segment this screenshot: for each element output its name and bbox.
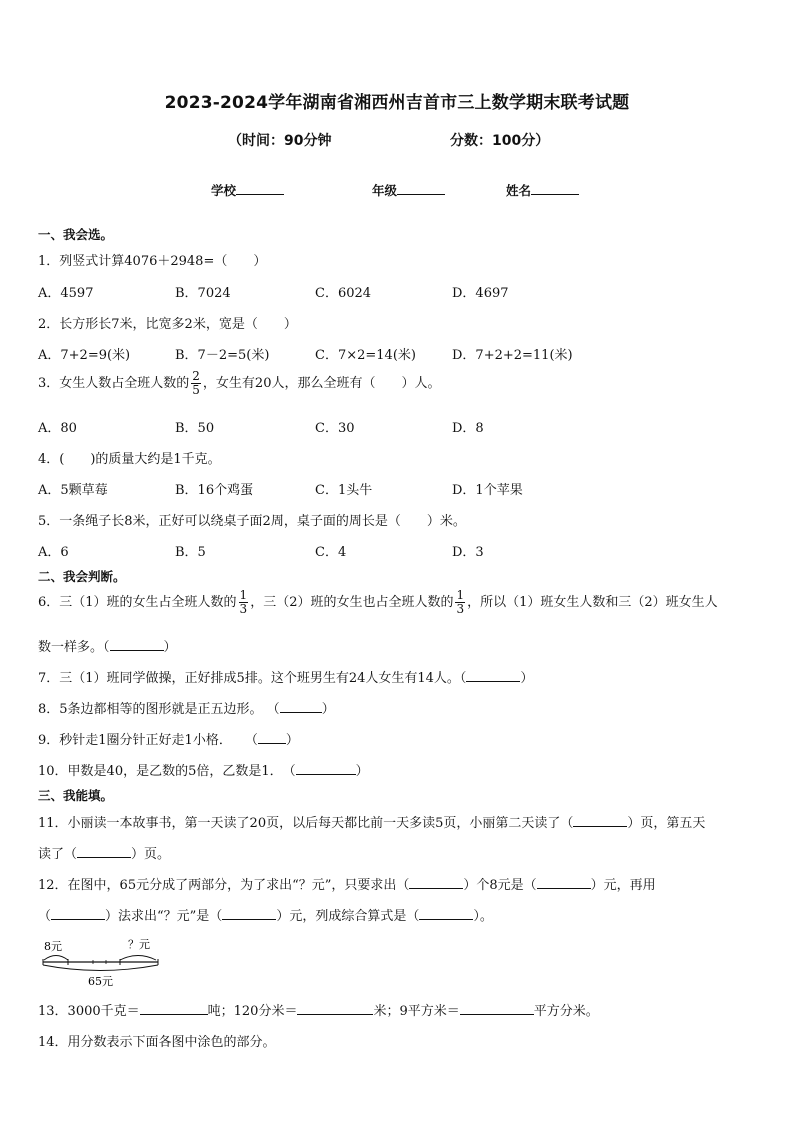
question-12-text: 12．在图中，65元分成了两部分，为了求出“？元”，只要求出（	[38, 878, 410, 893]
numerator: 2	[192, 369, 200, 383]
question-6-pre: 6．三（1）班的女生占全班人数的	[38, 595, 237, 610]
answer-blank[interactable]	[222, 907, 276, 920]
answer-blank[interactable]	[140, 1002, 208, 1015]
fraction-1-3	[455, 589, 465, 616]
option-c[interactable]: C．6024	[315, 286, 372, 301]
question-13-text: 13．3000千克＝	[38, 1004, 140, 1019]
option-a[interactable]: A．4597	[38, 286, 94, 301]
diagram-left-label: 8元	[44, 940, 62, 953]
question-3	[38, 370, 440, 397]
section-3-heading: 三、我能填。	[38, 788, 114, 803]
answer-blank[interactable]	[258, 731, 286, 744]
question-3-post: ，女生有20人，那么全班有（ ）人。	[202, 376, 441, 391]
question-2-options	[38, 344, 738, 362]
question-14: 14．用分数表示下面各图中涂色的部分。	[38, 1035, 276, 1050]
question-13	[38, 1000, 599, 1019]
question-11	[38, 812, 705, 831]
question-9-text: 9．秒针走1圈分针正好走1小格． （	[38, 733, 258, 748]
question-12-text-g: ）。	[473, 909, 493, 924]
option-d[interactable]: D．8	[452, 421, 484, 436]
denominator: 3	[456, 602, 465, 616]
exam-title: 2023-2024学年湖南省湘西州吉首市三上数学期末联考试题	[164, 93, 630, 113]
denominator: 5	[192, 383, 200, 397]
question-1-options	[38, 282, 738, 300]
denominator: 3	[239, 602, 248, 616]
option-a[interactable]: A．7+2=9(米)	[38, 348, 131, 363]
school-blank[interactable]	[236, 182, 284, 195]
question-13-text-d: 平方分米。	[533, 1004, 599, 1019]
question-9	[38, 729, 299, 748]
answer-blank[interactable]	[460, 1002, 534, 1015]
question-3-options	[38, 417, 738, 435]
answer-blank[interactable]	[466, 669, 520, 682]
question-6-mid: ，三（2）班的女生也占全班人数的	[250, 595, 454, 610]
question-5: 5．一条绳子长8米，正好可以绕桌子面2周，桌子面的周长是（ ）米。	[38, 514, 466, 529]
paren-close: ）	[520, 671, 534, 686]
question-12-text-c: ）元，再用	[590, 878, 656, 893]
grade-blank[interactable]	[397, 182, 445, 195]
question-4-options	[38, 479, 738, 497]
question-7	[38, 667, 533, 686]
answer-blank[interactable]	[280, 700, 322, 713]
option-c[interactable]: C．7×2=14(米)	[315, 348, 416, 363]
name-label: 姓名	[506, 183, 532, 198]
option-d[interactable]: D．4697	[452, 286, 509, 301]
answer-blank[interactable]	[537, 876, 591, 889]
fraction-1-3	[239, 589, 249, 616]
answer-blank[interactable]	[297, 1002, 373, 1015]
score-label: 分数：100分）	[450, 133, 550, 149]
option-c[interactable]: C．1头牛	[315, 483, 373, 498]
question-11-text-c: 读了（	[38, 847, 78, 862]
question-6	[38, 589, 718, 616]
question-13-text-c: 米；9平方米＝	[373, 1004, 460, 1019]
question-12-text-f: ）元，列成综合算式是（	[276, 909, 420, 924]
option-c[interactable]: C．30	[315, 421, 355, 436]
diagram-total-label: 65元	[88, 975, 113, 988]
question-5-options	[38, 541, 738, 559]
diagram-right-label: ？元	[128, 938, 150, 951]
question-8-text: 8．5条边都相等的图形就是正五边形。 （	[38, 702, 280, 717]
question-11-text-b: ）页，第五天	[627, 816, 706, 831]
school-label: 学校	[211, 183, 237, 198]
question-7-text: 7．三（1）班同学做操，正好排成5排。这个班男生有24人女生有14人。（	[38, 671, 467, 686]
option-b[interactable]: B．5	[175, 545, 206, 560]
question-12-line2	[38, 905, 493, 924]
option-b[interactable]: B．16个鸡蛋	[175, 483, 254, 498]
question-12-text-d: （	[38, 909, 52, 924]
question-6-line2	[38, 636, 177, 655]
option-d[interactable]: D．3	[452, 545, 484, 560]
paren-close: ）	[285, 733, 299, 748]
option-a[interactable]: A．6	[38, 545, 69, 560]
option-d[interactable]: D．1个苹果	[452, 483, 523, 498]
option-b[interactable]: B．7－2=5(米)	[175, 348, 270, 363]
name-field[interactable]	[506, 181, 579, 199]
section-1-heading: 一、我会选。	[38, 227, 114, 242]
name-blank[interactable]	[531, 182, 579, 195]
grade-label: 年级	[372, 183, 398, 198]
question-12-text-b: ）个8元是（	[463, 878, 537, 893]
answer-blank[interactable]	[419, 907, 473, 920]
numerator: 1	[456, 588, 465, 602]
question-12	[38, 874, 656, 893]
time-label: （时间：90分钟	[228, 133, 332, 149]
paren-close: ）	[163, 640, 177, 655]
question-6-post: ，所以（1）班女生人数和三（2）班女生人	[467, 595, 718, 610]
answer-blank[interactable]	[409, 876, 463, 889]
paren-close: ）	[321, 702, 335, 717]
option-b[interactable]: B．7024	[175, 286, 231, 301]
question-1: 1．列竖式计算4076＋2948=（ ）	[38, 254, 267, 269]
question-3-pre: 3．女生人数占全班人数的	[38, 376, 190, 391]
answer-blank[interactable]	[51, 907, 105, 920]
question-12-text-e: ）法求出“？元”是（	[105, 909, 223, 924]
question-11-text-d: ）页。	[131, 847, 171, 862]
option-a[interactable]: A．80	[38, 421, 77, 436]
option-d[interactable]: D．7+2+2=11(米)	[452, 348, 573, 363]
school-field[interactable]	[211, 181, 284, 199]
option-b[interactable]: B．50	[175, 421, 215, 436]
question-2: 2．长方形长7米，比宽多2米，宽是（ ）	[38, 317, 297, 332]
answer-blank[interactable]	[110, 638, 164, 651]
question-10-text: 10．甲数是40，是乙数的5倍，乙数是1． （	[38, 764, 296, 779]
answer-blank[interactable]	[573, 814, 627, 827]
left-brace	[44, 956, 68, 961]
bottom-brace	[43, 965, 158, 971]
right-brace	[120, 956, 156, 961]
segment-diagram	[40, 938, 170, 990]
question-8	[38, 698, 335, 717]
paren-close: ）	[355, 764, 369, 779]
question-11-line2	[38, 843, 170, 862]
question-10	[38, 760, 369, 779]
question-4: 4．( )的质量大约是1千克。	[38, 452, 221, 467]
answer-blank[interactable]	[77, 845, 131, 858]
numerator: 1	[239, 588, 248, 602]
answer-blank[interactable]	[296, 762, 356, 775]
option-a[interactable]: A．5颗草莓	[38, 483, 108, 498]
question-6-line2-text: 数一样多。（	[38, 640, 110, 655]
question-13-text-b: 吨；120分米＝	[207, 1004, 298, 1019]
section-2-heading: 二、我会判断。	[38, 569, 126, 584]
fraction-2-5	[191, 370, 201, 397]
question-11-text: 11．小丽读一本故事书，第一天读了20页，以后每天都比前一天多读5页，小丽第二天读了（	[38, 816, 574, 831]
grade-field[interactable]	[372, 181, 445, 199]
option-c[interactable]: C．4	[315, 545, 347, 560]
